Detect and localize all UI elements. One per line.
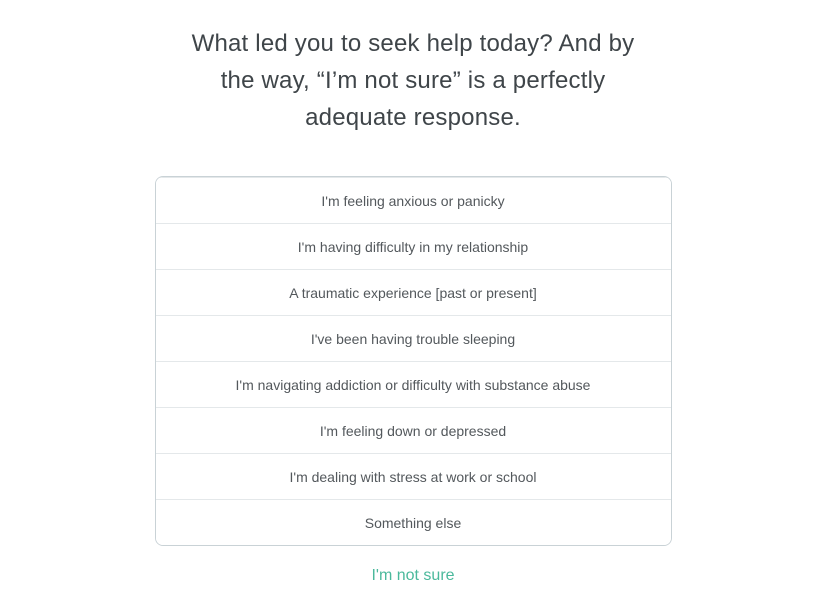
option-button[interactable]: I'm navigating addiction or difficulty with substance abuse (156, 361, 671, 407)
option-button[interactable]: Something else (156, 499, 671, 545)
option-button[interactable]: I'm having difficulty in my relationship (156, 223, 671, 269)
option-button[interactable]: I'm feeling down or depressed (156, 407, 671, 453)
not-sure-link[interactable]: I'm not sure (371, 567, 455, 584)
options-list (155, 176, 672, 546)
option-button[interactable]: I'm dealing with stress at work or school (156, 453, 671, 499)
footer (0, 567, 826, 585)
option-button[interactable]: I'm feeling anxious or panicky (156, 177, 671, 223)
option-button[interactable]: A traumatic experience [past or present] (156, 269, 671, 315)
question-title: What led you to seek help today? And by the way, “I’m not sure” is a perfectly adequate response. (191, 30, 635, 131)
option-button[interactable]: I've been having trouble sleeping (156, 315, 671, 361)
